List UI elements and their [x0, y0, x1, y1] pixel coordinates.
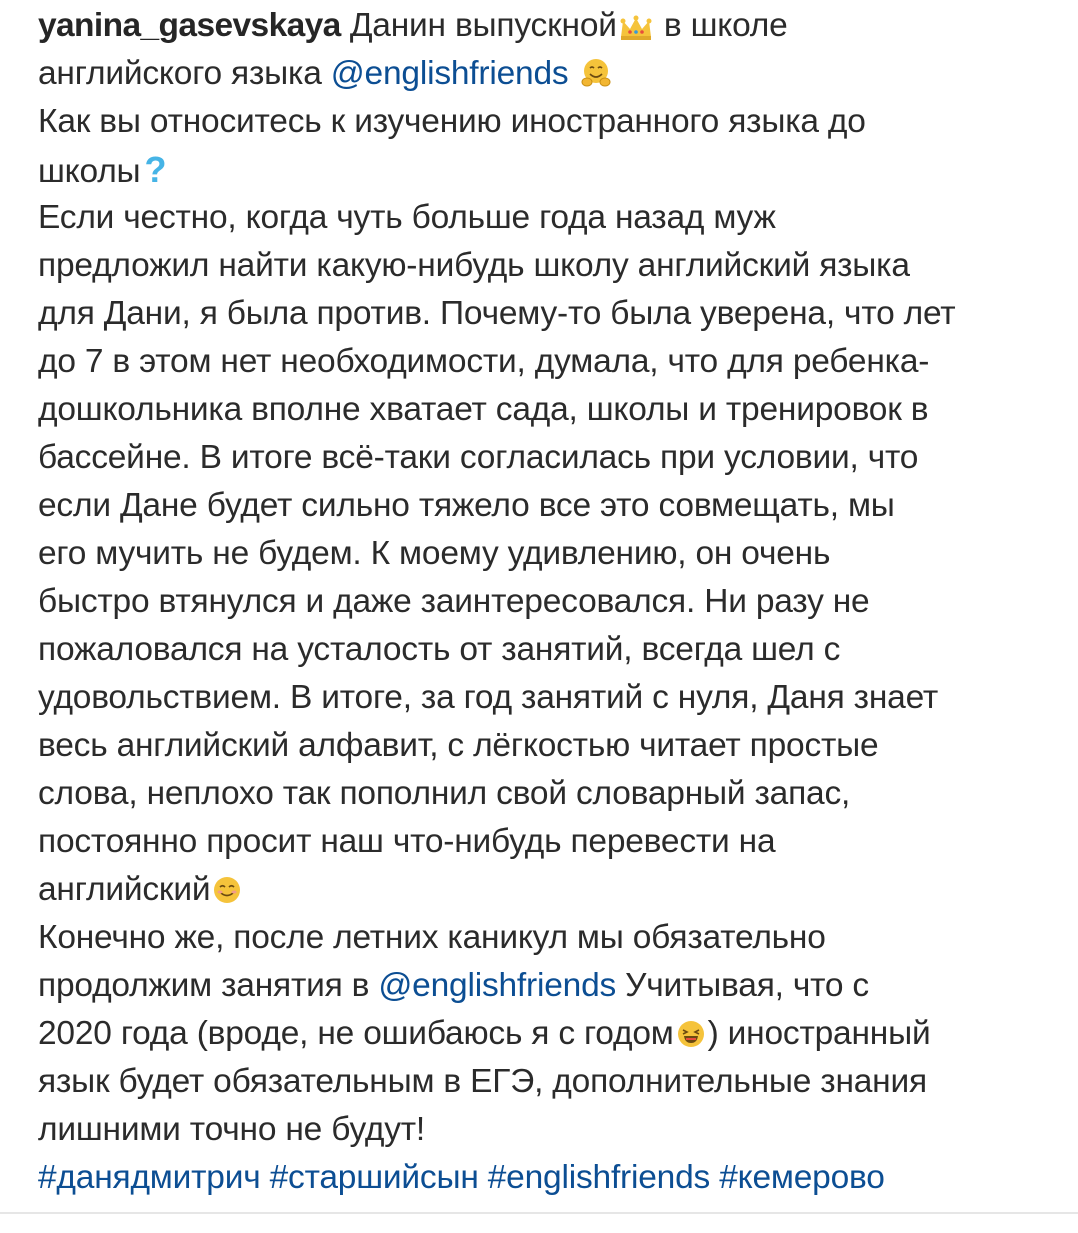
caption-line — [38, 818, 1058, 866]
caption-line — [38, 386, 1058, 434]
caption-line — [38, 1058, 1058, 1106]
mention-link[interactable]: @englishfriends — [378, 967, 617, 1004]
caption-text: язык будет обязательным в ЕГЭ, дополнительные знания — [38, 1063, 927, 1100]
caption-text: 2020 года (вроде, не ошибаюсь я с годом — [38, 1015, 674, 1052]
caption-text: быстро втянулся и даже заинтересовался. Ни разу не — [38, 583, 870, 620]
hashtag-link[interactable]: #кемерово — [719, 1159, 885, 1196]
post-caption — [38, 2, 1058, 1202]
caption-text: до 7 в этом нет необходимости, думала, что для ребенка- — [38, 343, 930, 380]
caption-text: английский — [38, 871, 211, 908]
caption-line — [38, 914, 1058, 962]
caption-text: бассейне. В итоге всё-таки согласилась при условии, что — [38, 439, 919, 476]
caption-line — [38, 866, 1058, 914]
caption-text: школы — [38, 153, 141, 190]
caption-text: пожаловался на усталость от занятий, всегда шел с — [38, 631, 841, 668]
crown-emoji-icon — [619, 15, 653, 41]
caption-line — [38, 290, 1058, 338]
caption-text: удовольствием. В итоге, за год занятий с нуля, Даня знает — [38, 679, 939, 716]
caption-text: для Дани, я была против. Почему-то была уверена, что лет — [38, 295, 956, 332]
caption-line — [38, 1010, 1058, 1058]
caption-line — [38, 530, 1058, 578]
caption-line — [38, 2, 1058, 50]
mention-link[interactable]: @englishfriends — [330, 55, 569, 92]
caption-line — [38, 338, 1058, 386]
caption-text: Конечно же, после летних каникул мы обязательно — [38, 919, 826, 956]
caption-text: английского языка — [38, 55, 331, 92]
caption-text: весь английский алфавит, с лёгкостью читает простые — [38, 727, 879, 764]
caption-line — [38, 626, 1058, 674]
caption-line — [38, 962, 1058, 1010]
caption-line — [38, 722, 1058, 770]
hashtag-link[interactable]: #данядмитрич — [38, 1159, 261, 1196]
caption-text: постоянно просит наш что-нибудь перевести на — [38, 823, 776, 860]
caption-text: Данин выпускной — [349, 7, 617, 44]
caption-text: продолжим занятия в — [38, 967, 379, 1004]
caption-line — [38, 482, 1058, 530]
caption-line — [38, 146, 1058, 194]
hashtag-link[interactable]: #englishfriends — [487, 1159, 711, 1196]
caption-text: дошкольника вполне хватает сада, школы и тренировок в — [38, 391, 929, 428]
caption-line — [38, 674, 1058, 722]
hugging-face-emoji-icon — [580, 57, 612, 89]
caption-line — [38, 194, 1058, 242]
caption-line — [38, 50, 1058, 98]
hashtag-link[interactable]: #старшийсын — [269, 1159, 479, 1196]
smiling-face-emoji-icon — [212, 875, 242, 905]
caption-line — [38, 98, 1058, 146]
caption-text: предложил найти какую-нибудь школу английский языка — [38, 247, 910, 284]
caption-text: в школе — [654, 7, 788, 44]
caption-text: лишними точно не будут! — [38, 1111, 426, 1148]
bottom-divider — [0, 1212, 1078, 1214]
caption-line — [38, 434, 1058, 482]
caption-line — [38, 1106, 1058, 1154]
caption-text: его мучить не будем. К моему удивлению, он очень — [38, 535, 831, 572]
caption-text: ) иностранный — [707, 1015, 931, 1052]
caption-text: Как вы относитесь к изучению иностранного языка до — [38, 103, 866, 140]
caption-text: Если честно, когда чуть больше года назад муж — [38, 199, 776, 236]
caption-line — [38, 578, 1058, 626]
hashtag-line — [38, 1154, 1058, 1202]
grinning-face-emoji-icon — [676, 1019, 706, 1049]
caption-line — [38, 242, 1058, 290]
caption-text: Учитывая, что с — [616, 967, 869, 1004]
caption-text: слова, неплохо так пополнил свой словарный запас, — [38, 775, 851, 812]
username-link[interactable]: yanina_gasevskaya — [38, 7, 341, 44]
question-mark-icon: ? — [144, 149, 167, 190]
caption-text: если Дане будет сильно тяжело все это совмещать, мы — [38, 487, 895, 524]
caption-line — [38, 770, 1058, 818]
